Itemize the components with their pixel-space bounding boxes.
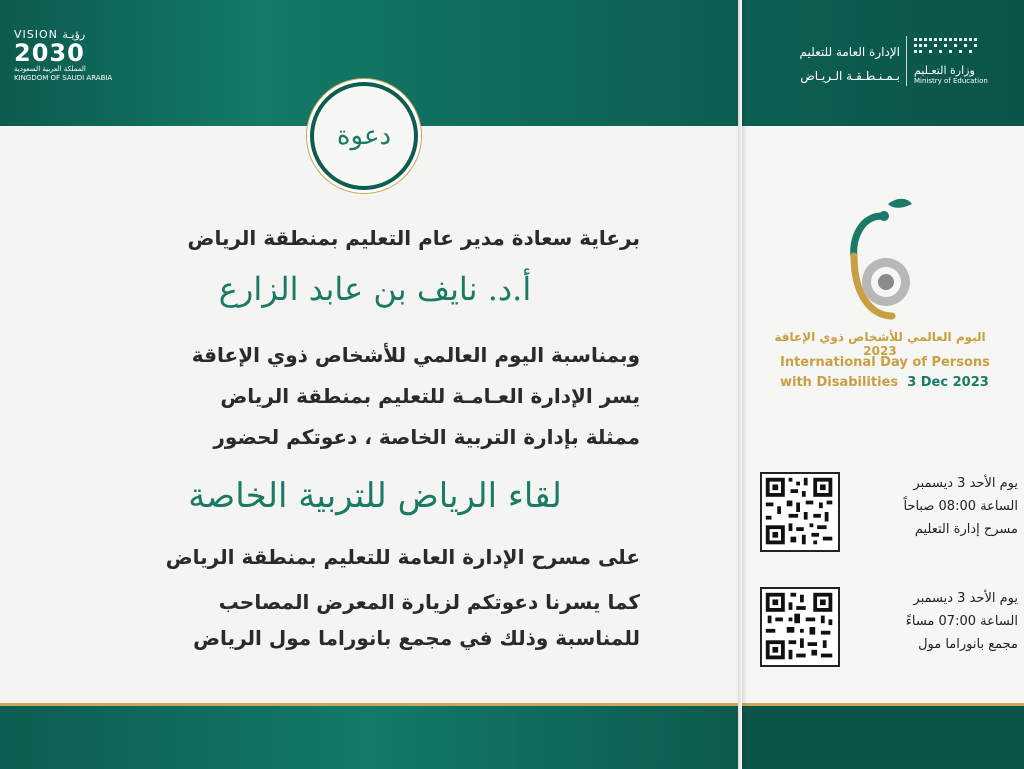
page-fold-divider — [738, 0, 742, 769]
host-line: يسر الإدارة العـامـة للتعليم بمنطقة الرياض — [220, 384, 640, 408]
header-separator — [906, 36, 907, 86]
vision-kingdom-ar: المملكة العربية السعودية — [14, 65, 86, 73]
patronage-line: برعاية سعادة مدير عام التعليم بمنطقة الرياض — [187, 226, 640, 250]
patron-name: أ.د. نايف بن عابد الزارع — [218, 270, 532, 308]
event-info-2 — [858, 587, 1018, 656]
exhibition-line: كما يسرنا دعوتكم لزيارة المعرض المصاحب — [218, 590, 640, 614]
intl-day-line-1: International Day of Persons — [780, 355, 990, 370]
event-title: لقاء الرياض للتربية الخاصة — [188, 476, 562, 516]
event-info-1 — [858, 472, 1018, 541]
event-time: الساعة 07:00 مساءً — [905, 614, 1018, 629]
venue-line: على مسرح الإدارة العامة للتعليم بمنطقة الرياض — [165, 545, 640, 569]
gold-divider-line — [0, 703, 1024, 706]
disability-day-logo — [842, 186, 922, 326]
ministry-name-ar: وزارة التعـليم — [914, 64, 975, 77]
admin-line-1: الإدارة العامة للتعليم — [799, 45, 900, 59]
event-place: مجمع بانوراما مول — [918, 637, 1018, 652]
qr-code-icon[interactable] — [760, 472, 840, 552]
occasion-line: وبمناسبة اليوم العالمي للأشخاص ذوي الإعاقة — [191, 343, 640, 367]
admin-line-2: بـمـنـطـقـة الـريـاض — [800, 69, 900, 83]
intl-day-date: 3 Dec 2023 — [907, 375, 989, 390]
ministry-of-education-logo — [914, 38, 1004, 85]
event-day: يوم الأحد 3 ديسمبر — [913, 591, 1018, 606]
ministry-name-en: Ministry of Education — [914, 77, 988, 85]
event-day: يوم الأحد 3 ديسمبر — [913, 476, 1018, 491]
education-administration — [760, 40, 900, 88]
vision-kingdom-en: KINGDOM OF SAUDI ARABIA — [14, 74, 113, 82]
vision-2030-logo — [14, 28, 114, 90]
badge-text: دعوة — [336, 121, 392, 151]
qr-code-icon[interactable] — [760, 587, 840, 667]
vision-label: VISION رؤيـة — [14, 28, 86, 41]
intl-day-title-en — [780, 353, 1000, 393]
event-place: مسرح إدارة التعليم — [914, 522, 1018, 537]
ministry-dots-icon — [914, 38, 984, 56]
bottom-band — [0, 706, 740, 769]
exhibition-location-line: للمناسبة وذلك في مجمع بانوراما مول الرياض — [193, 626, 640, 650]
vision-year: 2030 — [14, 39, 85, 67]
represented-line: ممثلة بإدارة التربية الخاصة ، دعوتكم لحضور — [213, 425, 640, 449]
event-time: الساعة 08:00 صباحاً — [903, 499, 1018, 514]
intl-day-title-ar: اليوم العالمي للأشخاص ذوي الإعاقة 2023 — [774, 330, 986, 358]
badge-circle — [310, 82, 418, 190]
invitation-badge — [306, 56, 416, 186]
bottom-band-right — [740, 706, 1024, 769]
intl-day-line-2: with Disabilities — [780, 375, 899, 390]
